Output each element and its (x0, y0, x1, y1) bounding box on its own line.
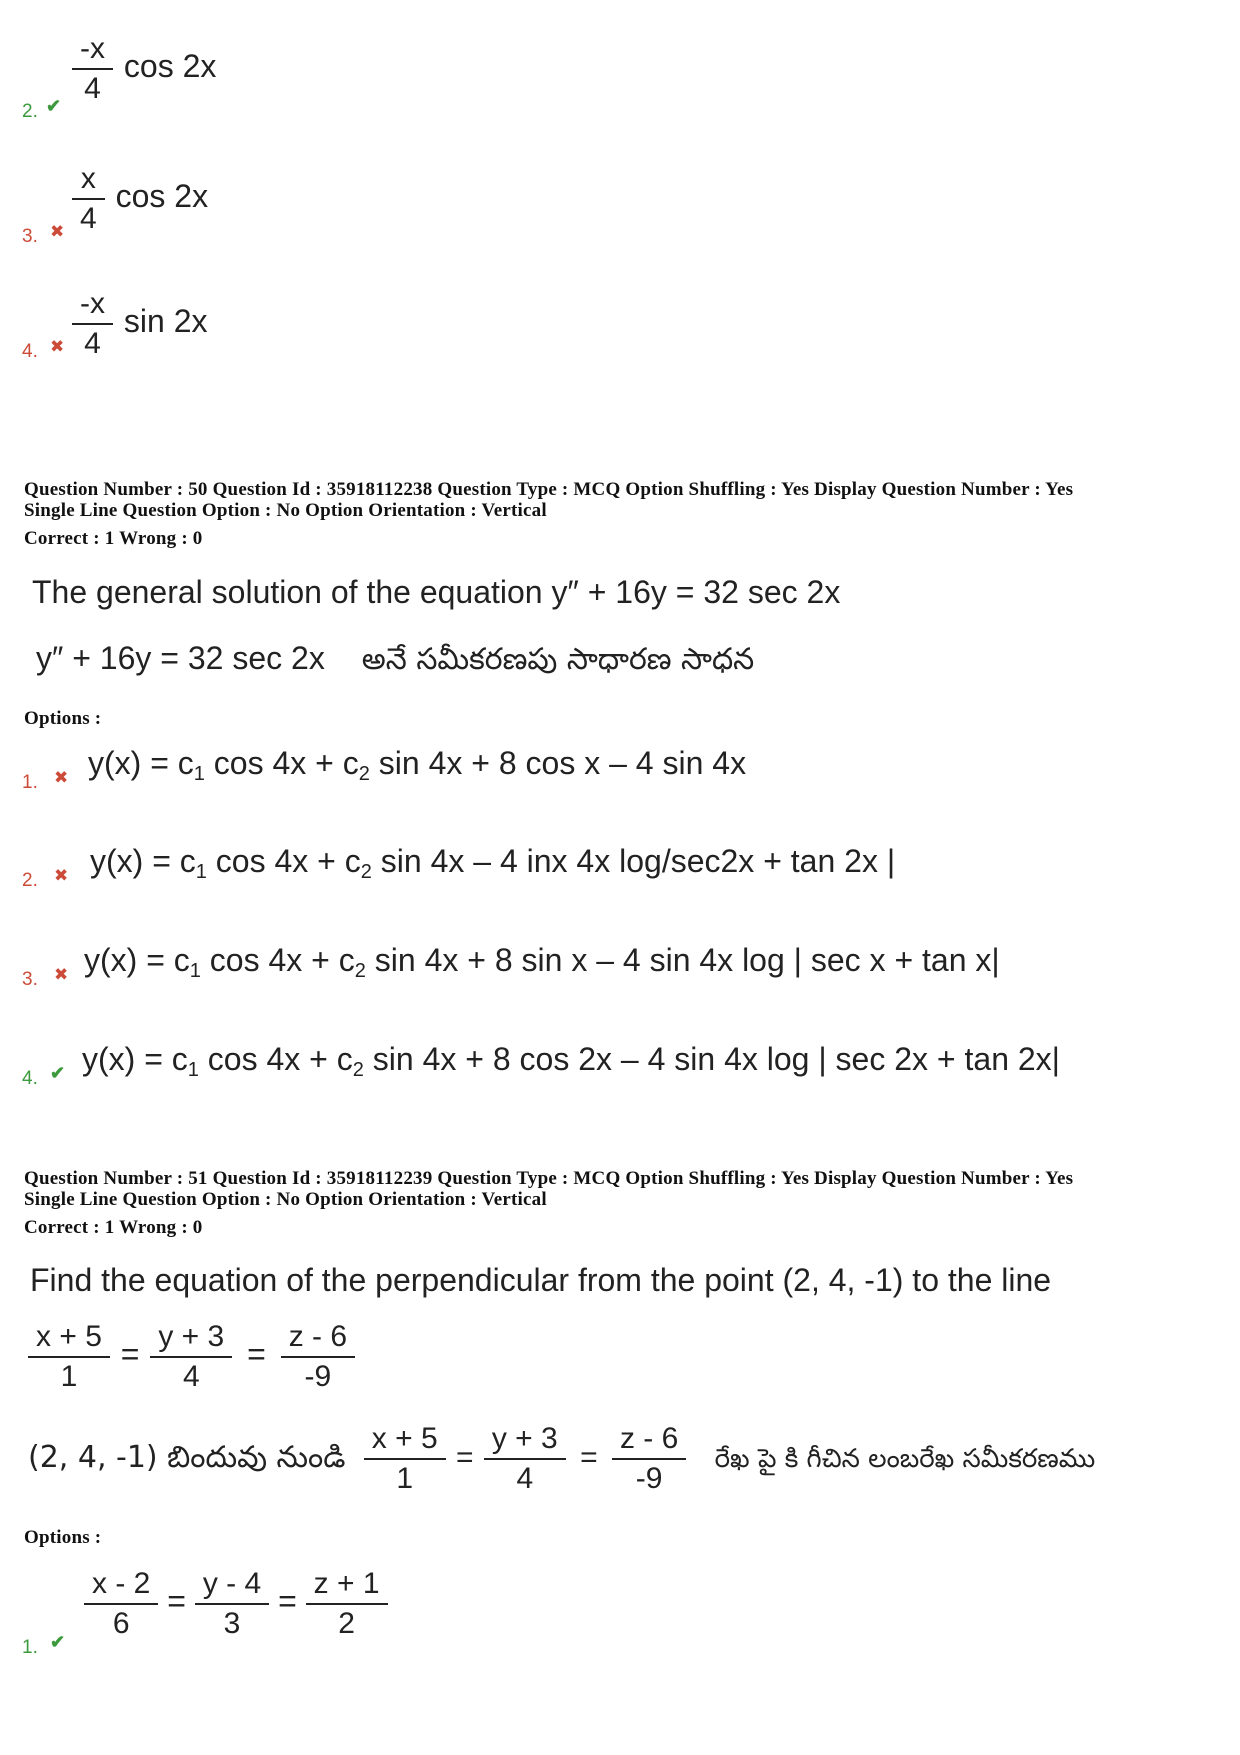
question-50-text-en: The general solution of the equation y″ + 16y = 32 sec 2x (32, 574, 841, 610)
option-number: 3. (22, 226, 38, 247)
option-formula: $\frac{-x}{4}$ sin 2x (76, 285, 207, 363)
wrong-cross-icon: ✖ (54, 768, 69, 787)
wrong-cross-icon: ✖ (50, 337, 65, 356)
correct-check-icon: ✔ (50, 1632, 66, 1652)
option-number: 1. (22, 1637, 38, 1658)
option-number: 4. (22, 1068, 38, 1089)
prev-option-2 (22, 30, 422, 125)
option-formula: $y(x) = c_1$ $\cos 4x + c_2$ sin 4x + 8 cos x – 4 sin 4x (88, 745, 747, 785)
correct-check-icon: ✔ (46, 96, 62, 116)
option-formula: $\frac{-x}{4}$ cos 2x (76, 30, 216, 108)
option-formula: $y(x) = c_1$ $\cos 4x + c_2$ sin 4x + 8 sin x – 4 sin 4x log | sec x + tan x| (84, 942, 1000, 982)
prev-option-4 (22, 285, 422, 380)
question-51-text-te: (2, 4, -1) బిందువు నుండి $\frac{x + 5}{1}$ = $\frac{y + 3}{4}$ = $\frac{z - 6}{-9}$ రేఖ పై కి గీచిన లంబరేఖ సమీకరణము (28, 1420, 1095, 1498)
question-51-options-label: Options : (24, 1527, 102, 1548)
question-50-text-te: y″ + 16y = 32 sec 2x అనే సమీకరణపు సాధారణ సాధన (36, 640, 755, 677)
question-51-score: Correct : 1 Wrong : 0 (24, 1217, 203, 1238)
option-formula: $\frac{x}{4}$ cos 2x (76, 160, 208, 238)
prev-option-3 (22, 160, 422, 255)
wrong-cross-icon: ✖ (54, 866, 69, 885)
option-formula: $\frac{x - 2}{6}$ = $\frac{y - 4}{3}$ = $\frac{z + 1}{2}$ (88, 1565, 384, 1643)
question-50-meta-line2: Single Line Question Option : No Option Orientation : Vertical (24, 500, 547, 521)
question-51-meta-line2: Single Line Question Option : No Option Orientation : Vertical (24, 1189, 547, 1210)
question-51-option-1 (22, 1565, 622, 1665)
option-formula: $y(x) = c_1$ $\cos 4x + c_2$ sin 4x – 4 inx 4x log/sec2x + tan 2x | (90, 843, 896, 883)
wrong-cross-icon: ✖ (54, 965, 69, 984)
question-50-options-label: Options : (24, 708, 102, 729)
question-50-option-1 (22, 745, 1202, 805)
option-formula: $y(x) = c_1$ $\cos 4x + c_2$ sin 4x + 8 cos 2x – 4 sin 4x log | sec 2x + tan 2x| (82, 1041, 1060, 1081)
question-50-score: Correct : 1 Wrong : 0 (24, 528, 203, 549)
option-number: 3. (22, 969, 38, 990)
option-number: 4. (22, 341, 38, 362)
option-number: 2. (22, 101, 38, 122)
question-51-meta-line1: Question Number : 51 Question Id : 35918112239 Question Type : MCQ Option Shuffling : Yes Display Question Number : Yes (24, 1168, 1074, 1189)
option-number: 1. (22, 772, 38, 793)
question-50-option-3 (22, 942, 1202, 1002)
question-50-option-4 (22, 1041, 1202, 1101)
correct-check-icon: ✔ (50, 1063, 66, 1083)
question-50-option-2 (22, 843, 1202, 903)
question-51-text-en: Find the equation of the perpendicular from the point (2, 4, -1) to the line (30, 1262, 1052, 1298)
question-51-line-equation: $\frac{x + 5}{1}$ = $\frac{y + 3}{4}$ = $\frac{z - 6}{-9}$ (32, 1318, 351, 1396)
wrong-cross-icon: ✖ (50, 222, 65, 241)
option-number: 2. (22, 870, 38, 891)
question-50-meta-line1: Question Number : 50 Question Id : 35918112238 Question Type : MCQ Option Shuffling : Yes Display Question Number : Yes (24, 479, 1074, 500)
